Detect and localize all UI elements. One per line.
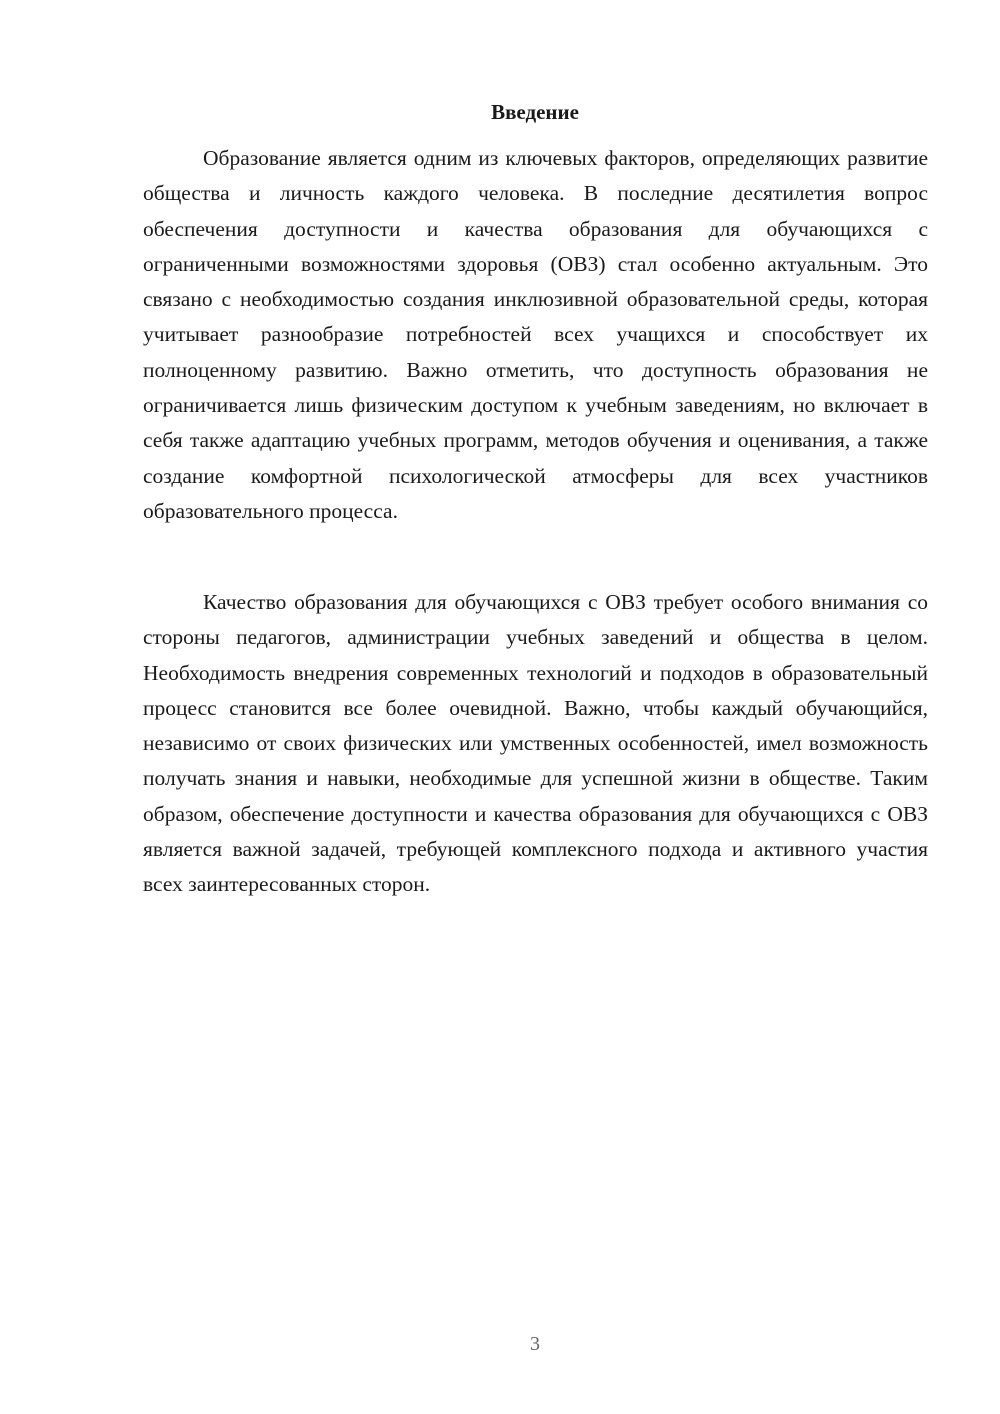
- section-heading: Введение: [491, 100, 579, 124]
- paragraph-1: Образование является одним из ключевых факторов, определяющих развитие общества и личность каждого человека. В последние десятилетия вопрос обеспечения доступности и качества образования для обучающихся с ограниченными возможностями здоровья (ОВЗ) стал особенно актуальным. Это связано с необходимостью создания инклюзивной образовательной среды, которая учитывает разнообразие потребностей всех учащихся и способствует их полноценному развитию. Важно отметить, что доступность образования не ограничивается лишь физическим доступом к учебным заведениям, но включает в себя также адаптацию учебных программ, методов обучения и оценивания, а также создание комфортной психологической атмосферы для всех участников образовательного процесса.: [143, 146, 928, 523]
- paragraph-2: Качество образования для обучающихся с ОВЗ требует особого внимания со стороны педагогов, администрации учебных заведений и общества в целом. Необходимость внедрения современных технологий и подходов в образовательный процесс становится все более очевидной. Важно, чтобы каждый обучающийся, независимо от своих физических или умственных особенностей, имел возможность получать знания и навыки, необходимые для успешной жизни в обществе. Таким образом, обеспечение доступности и качества образования для обучающихся с ОВЗ является важной задачей, требующей комплексного подхода и активного участия всех заинтересованных сторон.: [143, 590, 928, 897]
- page-number: 3: [530, 1333, 540, 1355]
